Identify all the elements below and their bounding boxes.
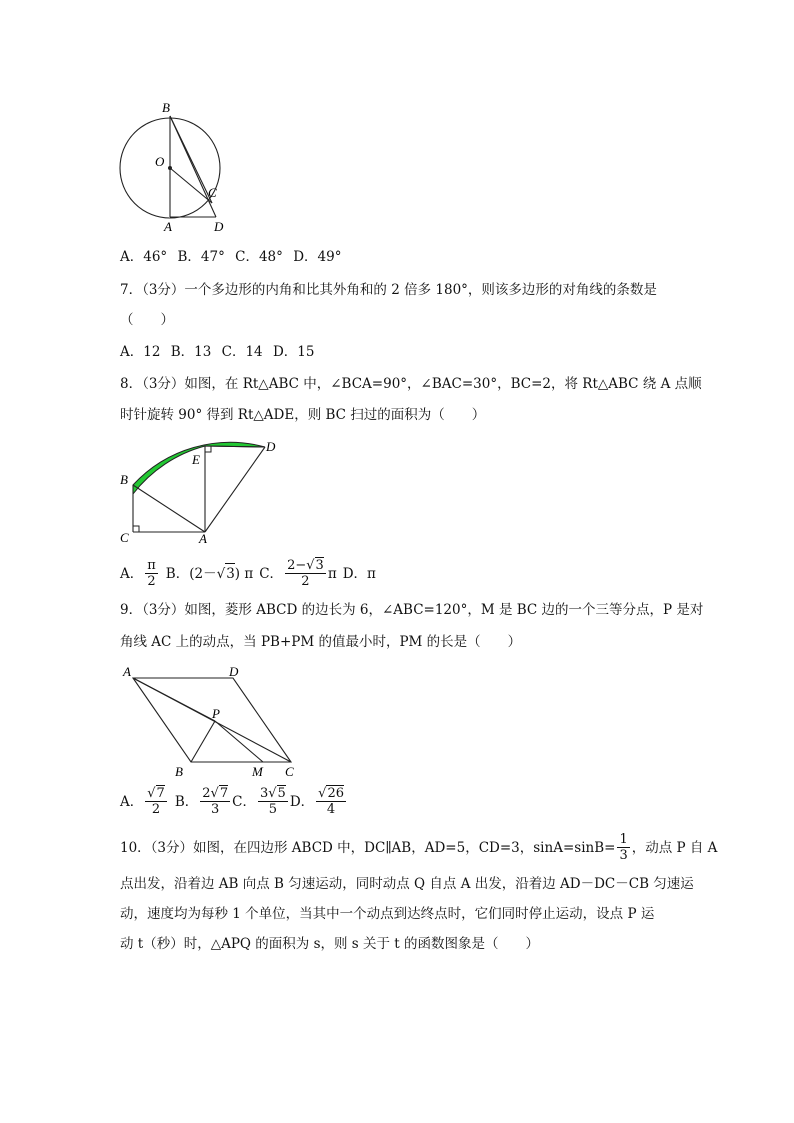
q9-option-a — [120, 786, 169, 817]
line-ad — [205, 447, 265, 532]
q8-option-a-prefix: A． — [120, 565, 144, 582]
q6-option-a: A．46° — [120, 249, 168, 265]
q9-option-c — [232, 786, 290, 817]
q8-option-b-prefix: B．(2－ — [165, 565, 217, 582]
q9-option-b-fraction: $\frac{2√7}{3}$ — [202, 786, 229, 817]
q9-b-coefficient: 2 — [202, 786, 211, 801]
circle-figure — [110, 95, 240, 240]
q10-question-line1 — [120, 832, 717, 863]
q8-option-c — [259, 558, 336, 589]
q9-b-denominator: 3 — [211, 802, 220, 817]
q10-question-line4: 动 t（秒）时，△APQ 的面积为 s，则 s 关于 t 的函数图象是（ ） — [120, 936, 540, 952]
q8-question-line2: 时针旋转 90° 得到 Rt△ADE，则 BC 扫过的面积为（ ） — [120, 407, 486, 423]
q7-question: 7．（3分）一个多边形的内角和比其外角和的 2 倍多 180°，则该多边形的对角线的条数是 — [120, 282, 657, 298]
q8-option-c-fraction: $\frac{2-√3}{2}$ — [287, 558, 324, 589]
rotation-figure — [115, 432, 285, 547]
q8-option-b-suffix: ) π — [234, 565, 254, 582]
label-a: A — [164, 219, 172, 234]
q8-option-a — [120, 558, 160, 589]
right-angle-e — [205, 446, 211, 452]
q8-c-denominator: 2 — [301, 574, 310, 589]
q8-option-b: B．(2－ √ 3 ) π — [166, 563, 253, 584]
center-point — [168, 166, 172, 170]
q9-option-d-fraction: $\frac{√26}{4}$ — [318, 786, 344, 817]
q8-option-a-fraction — [145, 558, 158, 589]
label-d: D — [214, 219, 224, 234]
q9-question-line1: 9．（3分）如图，菱形 ABCD 的边长为 6，∠ABC=120°，M 是 BC 边的一个三等分点，P 是对 — [120, 602, 704, 618]
q9-option-b-prefix: B． — [174, 793, 199, 810]
q9-c-denominator: 5 — [268, 802, 278, 817]
label-e: E — [192, 452, 200, 467]
line-ap — [133, 678, 215, 721]
q9-options — [120, 786, 348, 817]
q8-option-d: D．π — [342, 565, 376, 582]
label-m: M — [252, 764, 263, 779]
label-c: C — [285, 764, 294, 779]
q8-c-numerator-pre: 2− — [287, 558, 307, 573]
q7-option-d: D．15 — [272, 344, 315, 360]
q10-question-line2: 点出发，沿着边 AB 向点 B 匀速运动，同时动点 Q 自点 A 出发，沿着边 AD－DC－CB 匀速运 — [120, 876, 694, 892]
label-p: P — [212, 706, 220, 721]
q6-options — [120, 247, 341, 267]
label-d: D — [266, 439, 276, 454]
q7-option-a: A．12 — [120, 344, 161, 360]
q9-option-b — [175, 786, 232, 817]
q9-question-line2: 角线 AC 上的动点，当 PB+PM 的值最小时，PM 的长是（ ） — [120, 634, 522, 650]
label-c: C — [120, 530, 129, 545]
q7-option-b: B．13 — [170, 344, 212, 360]
q8-question-line1: 8．（3分）如图，在 Rt△ABC 中，∠BCA=90°，∠BAC=30°，BC=2，将 Rt△ABC 绕 A 点顺 — [120, 376, 702, 392]
q6-option-d: D．49° — [293, 249, 342, 265]
q10-line1-pre: 10．（3分）如图，在四边形 ABCD 中，DC∥AB，AD=5，CD=3，sinA=sinB= — [120, 839, 616, 856]
q10-line1-post: ，动点 P 自 A — [631, 839, 718, 856]
label-b: B — [162, 100, 170, 115]
q8-option-c-prefix: C． — [259, 565, 284, 582]
q6-option-b: B．47° — [177, 249, 225, 265]
q9-a-denominator: 2 — [151, 802, 161, 817]
q9-c-radicand: 5 — [277, 786, 286, 801]
q10-denominator: 3 — [619, 848, 628, 863]
label-a: A — [123, 664, 131, 679]
q9-option-a-prefix: A． — [120, 793, 144, 810]
q8-c-radicand: 3 — [315, 558, 324, 573]
q7-options — [120, 342, 314, 362]
q7-option-c: C．14 — [221, 344, 263, 360]
q9-a-radicand: 7 — [156, 786, 165, 801]
q9-option-a-fraction: $\frac{√7}{2}$ — [147, 786, 165, 817]
q9-c-coefficient: 3 — [259, 786, 269, 801]
line-bd — [170, 116, 216, 217]
label-o: O — [155, 154, 165, 169]
line-pm — [215, 721, 263, 762]
q7-paren: （ ） — [120, 312, 174, 328]
label-b: B — [120, 472, 128, 487]
q9-b-radicand: 7 — [219, 786, 229, 801]
label-d: D — [229, 664, 239, 679]
line-oc — [170, 168, 212, 203]
q8-a-numerator: π — [147, 558, 156, 573]
q10-question-line3: 动，速度均为每秒 1 个单位，当其中一个动点到达终点时，它们同时停止运动，设点 P 运 — [120, 906, 655, 922]
label-c: C — [208, 185, 217, 200]
q8-option-c-suffix: π — [327, 565, 337, 582]
rhombus-figure — [115, 662, 310, 782]
q8-a-denominator: 2 — [147, 574, 156, 589]
swept-region — [133, 442, 265, 494]
q9-d-denominator: 4 — [326, 802, 336, 817]
line-ba — [133, 485, 205, 532]
line-pb — [191, 721, 215, 762]
q10-numerator: 1 — [619, 832, 628, 847]
q8-b-radicand: 3 — [225, 563, 235, 584]
q9-option-d — [290, 786, 348, 817]
q8-options — [120, 558, 376, 589]
q9-option-c-prefix: C． — [232, 793, 256, 810]
q9-option-d-prefix: D． — [289, 793, 315, 810]
label-a: A — [199, 531, 207, 546]
q9-d-radicand: 26 — [327, 786, 344, 801]
q9-option-c-fraction: $\frac{3√5}{5}$ — [259, 786, 286, 817]
label-b: B — [175, 764, 183, 779]
right-angle-c — [133, 526, 139, 532]
q10-fraction — [617, 832, 629, 863]
q6-option-c: C．48° — [235, 249, 283, 265]
